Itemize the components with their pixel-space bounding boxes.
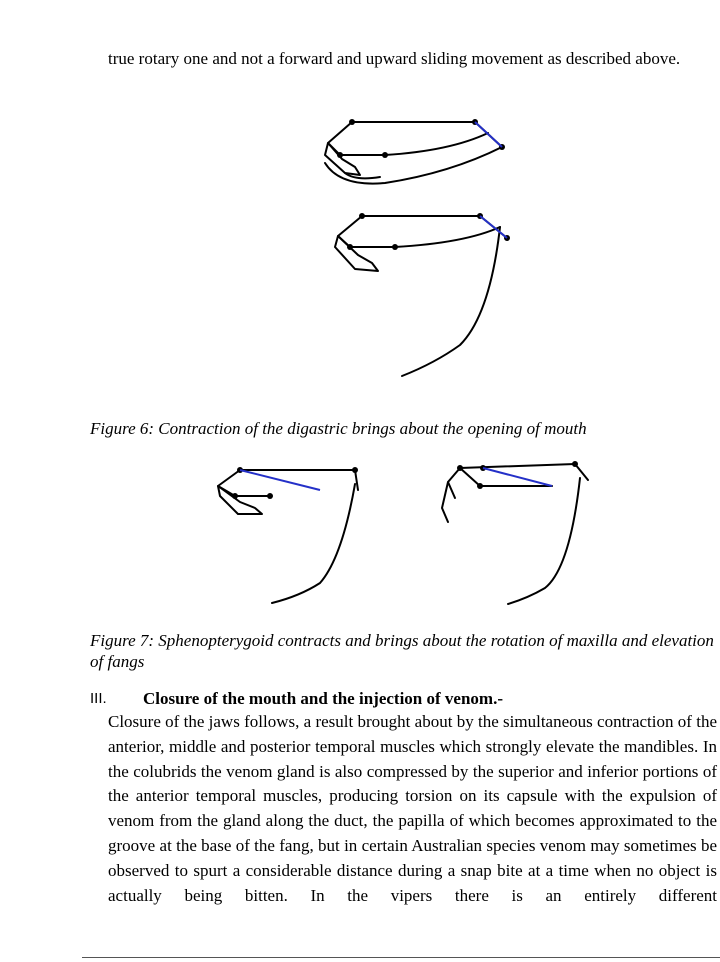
fig7-left-muscle xyxy=(240,470,320,490)
section-number: III. xyxy=(90,690,107,707)
fig6-top-jaw xyxy=(328,122,488,155)
fig6-bottom-snout xyxy=(335,236,378,271)
paragraph-top: true rotary one and not a forward and upward sliding movement as described above. xyxy=(108,49,681,68)
fig7-right-snout xyxy=(448,482,455,498)
fig6-bottom-mandible xyxy=(402,227,500,376)
fig6-bottom-jaw xyxy=(338,216,500,247)
fig7-right-skull-roof xyxy=(460,464,588,480)
fig6-top-muscle xyxy=(475,122,502,147)
page-footer-rule xyxy=(82,957,720,958)
section-title: Closure of the mouth and the injection of venom.- xyxy=(143,689,503,708)
fig6-bottom-muscle xyxy=(480,216,507,238)
section-body: Closure of the jaws follows, a result brought about by the simultaneous contraction of the anterior, middle and posterior temporal muscles which strongly elevate the mandibles. In the colubrids the venom gland is also compressed by the superior and inferior portions of the anterior temporal muscles, producing torsion on its capsule with the expulsion of venom from the gland along the duct, the papilla of which becomes approximated to the groove at the base of the fang, but in certain Australian species venom may sometimes be observed to spurt a considerable distance during a snap bite at a time when no object is actually being bitten. In the vipers there is an entirely different xyxy=(108,712,717,905)
fig7-right-muscle xyxy=(483,468,552,486)
fig7-left-skull-roof xyxy=(240,470,358,490)
fig7-right-jaw xyxy=(442,468,552,522)
fig7-left-mandible xyxy=(272,484,355,603)
figure-6-diagram xyxy=(300,105,540,390)
fig7-right-mandible xyxy=(508,478,580,604)
fig7-left-snout xyxy=(218,486,262,514)
figure-7-caption: Figure 7: Sphenopterygoid contracts and brings about the rotation of maxilla and elevation of fangs xyxy=(90,631,714,671)
figure-6-caption: Figure 6: Contraction of the digastric brings about the opening of mouth xyxy=(90,419,587,438)
figure-7-diagram xyxy=(210,458,610,613)
